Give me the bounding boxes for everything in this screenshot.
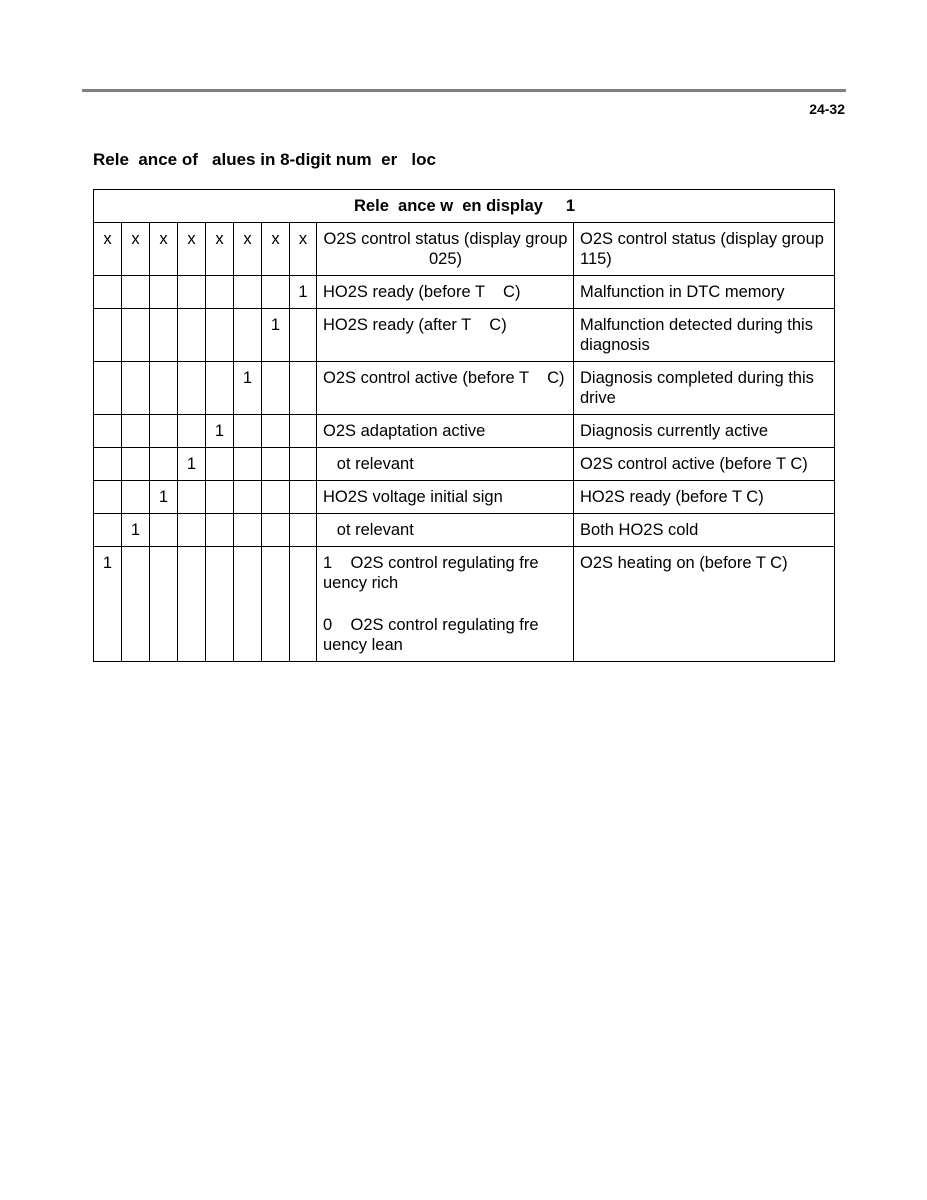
group-025-text: ot relevant (323, 455, 414, 473)
group-025-text: 0 O2S control regulating fre uency lean (323, 616, 548, 654)
bit-cell (150, 415, 178, 448)
bit-cell (262, 481, 290, 514)
bit-cell (178, 362, 206, 415)
bit-cell (122, 448, 150, 481)
bit-cell (206, 448, 234, 481)
page-number: 24-32 (809, 101, 845, 117)
bit-cell (150, 514, 178, 547)
bit-cell (178, 481, 206, 514)
bit-cell (290, 481, 317, 514)
bit-cell (206, 514, 234, 547)
group-025-text: 1 O2S control regulating fre uency rich (323, 554, 548, 592)
bit-cell (178, 309, 206, 362)
group-025-cell (317, 481, 574, 514)
table-row (94, 415, 835, 448)
bit-cell (262, 514, 290, 547)
bit-cell: 1 (94, 547, 122, 662)
table-row (94, 309, 835, 362)
bit-header-cell: x (150, 223, 178, 276)
group-025-cell (317, 415, 574, 448)
bit-cell (234, 276, 262, 309)
bit-cell (150, 276, 178, 309)
bit-cell (290, 547, 317, 662)
section-title: Rele ance of alues in 8-digit num er loc (93, 150, 436, 169)
table-row (94, 547, 835, 662)
bit-cell (94, 415, 122, 448)
table-body (94, 276, 835, 662)
bit-cell (122, 309, 150, 362)
group-115-cell: Diagnosis completed during this drive (574, 362, 835, 415)
group-115-cell: O2S heating on (before T C) (574, 547, 835, 662)
bit-cell (150, 448, 178, 481)
bit-cell (206, 362, 234, 415)
bit-cell (234, 448, 262, 481)
group-025-cell (317, 514, 574, 547)
bit-cell (290, 362, 317, 415)
group-025-cell (317, 276, 574, 309)
group-025-text: HO2S ready (before T C) (323, 283, 521, 301)
bit-cell: 1 (206, 415, 234, 448)
bit-header-cell: x (206, 223, 234, 276)
bit-header-cell: x (94, 223, 122, 276)
bit-cell (234, 415, 262, 448)
bit-cell: 1 (234, 362, 262, 415)
bit-cell (94, 362, 122, 415)
group-115-cell: Malfunction in DTC memory (574, 276, 835, 309)
line-gap (323, 593, 568, 615)
bit-header-cell: x (262, 223, 290, 276)
bit-cell: 1 (150, 481, 178, 514)
bit-header-cell: x (122, 223, 150, 276)
bit-cell (290, 448, 317, 481)
group-115-cell: Both HO2S cold (574, 514, 835, 547)
bit-cell (94, 481, 122, 514)
group-115-cell: Malfunction detected during this diagnosis (574, 309, 835, 362)
group-025-text: O2S control active (before T C) (323, 369, 565, 387)
bit-cell (262, 362, 290, 415)
bit-cell (94, 514, 122, 547)
bit-cell (150, 309, 178, 362)
bit-cell: 1 (290, 276, 317, 309)
bit-cell (178, 415, 206, 448)
bit-header-cell: x (290, 223, 317, 276)
bit-cell (150, 547, 178, 662)
bit-cell (178, 514, 206, 547)
bit-cell (94, 448, 122, 481)
top-rule (82, 89, 846, 92)
bit-cell (262, 415, 290, 448)
group-025-cell (317, 547, 574, 662)
bit-cell (178, 276, 206, 309)
group-025-cell (317, 309, 574, 362)
bit-cell (234, 547, 262, 662)
bit-cell (206, 481, 234, 514)
column-header-group-025: O2S control status (display group 025) (317, 223, 574, 276)
relevance-table (93, 189, 835, 662)
table-row (94, 514, 835, 547)
bit-cell (234, 309, 262, 362)
group-025-text: ot relevant (323, 521, 414, 539)
bit-cell (122, 547, 150, 662)
column-header-group-115: O2S control status (display group 115) (574, 223, 835, 276)
bit-cell (234, 514, 262, 547)
bit-cell (178, 547, 206, 662)
table-row (94, 481, 835, 514)
bit-cell: 1 (178, 448, 206, 481)
bit-header-cell: x (178, 223, 206, 276)
bit-cell (234, 481, 262, 514)
bit-cell (206, 547, 234, 662)
bit-cell (94, 276, 122, 309)
bit-cell (262, 448, 290, 481)
table-subheader-row (94, 223, 835, 276)
bit-cell (122, 276, 150, 309)
group-115-cell: O2S control active (before T C) (574, 448, 835, 481)
bit-cell (206, 309, 234, 362)
group-025-text: HO2S ready (after T C) (323, 316, 507, 334)
group-115-cell: Diagnosis currently active (574, 415, 835, 448)
bit-cell: 1 (122, 514, 150, 547)
table-header: Rele ance w en display 1 (94, 190, 835, 223)
bit-cell (206, 276, 234, 309)
bit-cell (290, 514, 317, 547)
bit-cell (290, 415, 317, 448)
table-header-row (94, 190, 835, 223)
group-025-text: HO2S voltage initial sign (323, 488, 503, 506)
bit-cell (290, 309, 317, 362)
bit-cell (262, 547, 290, 662)
bit-cell (150, 362, 178, 415)
bit-cell (94, 309, 122, 362)
group-025-cell (317, 448, 574, 481)
bit-cell (122, 362, 150, 415)
group-025-text: O2S adaptation active (323, 422, 486, 440)
group-025-cell (317, 362, 574, 415)
bit-cell (262, 276, 290, 309)
bit-cell (122, 415, 150, 448)
table-row (94, 276, 835, 309)
table-row (94, 448, 835, 481)
group-115-cell: HO2S ready (before T C) (574, 481, 835, 514)
bit-cell (122, 481, 150, 514)
bit-cell: 1 (262, 309, 290, 362)
bit-header-cell: x (234, 223, 262, 276)
table-row (94, 362, 835, 415)
